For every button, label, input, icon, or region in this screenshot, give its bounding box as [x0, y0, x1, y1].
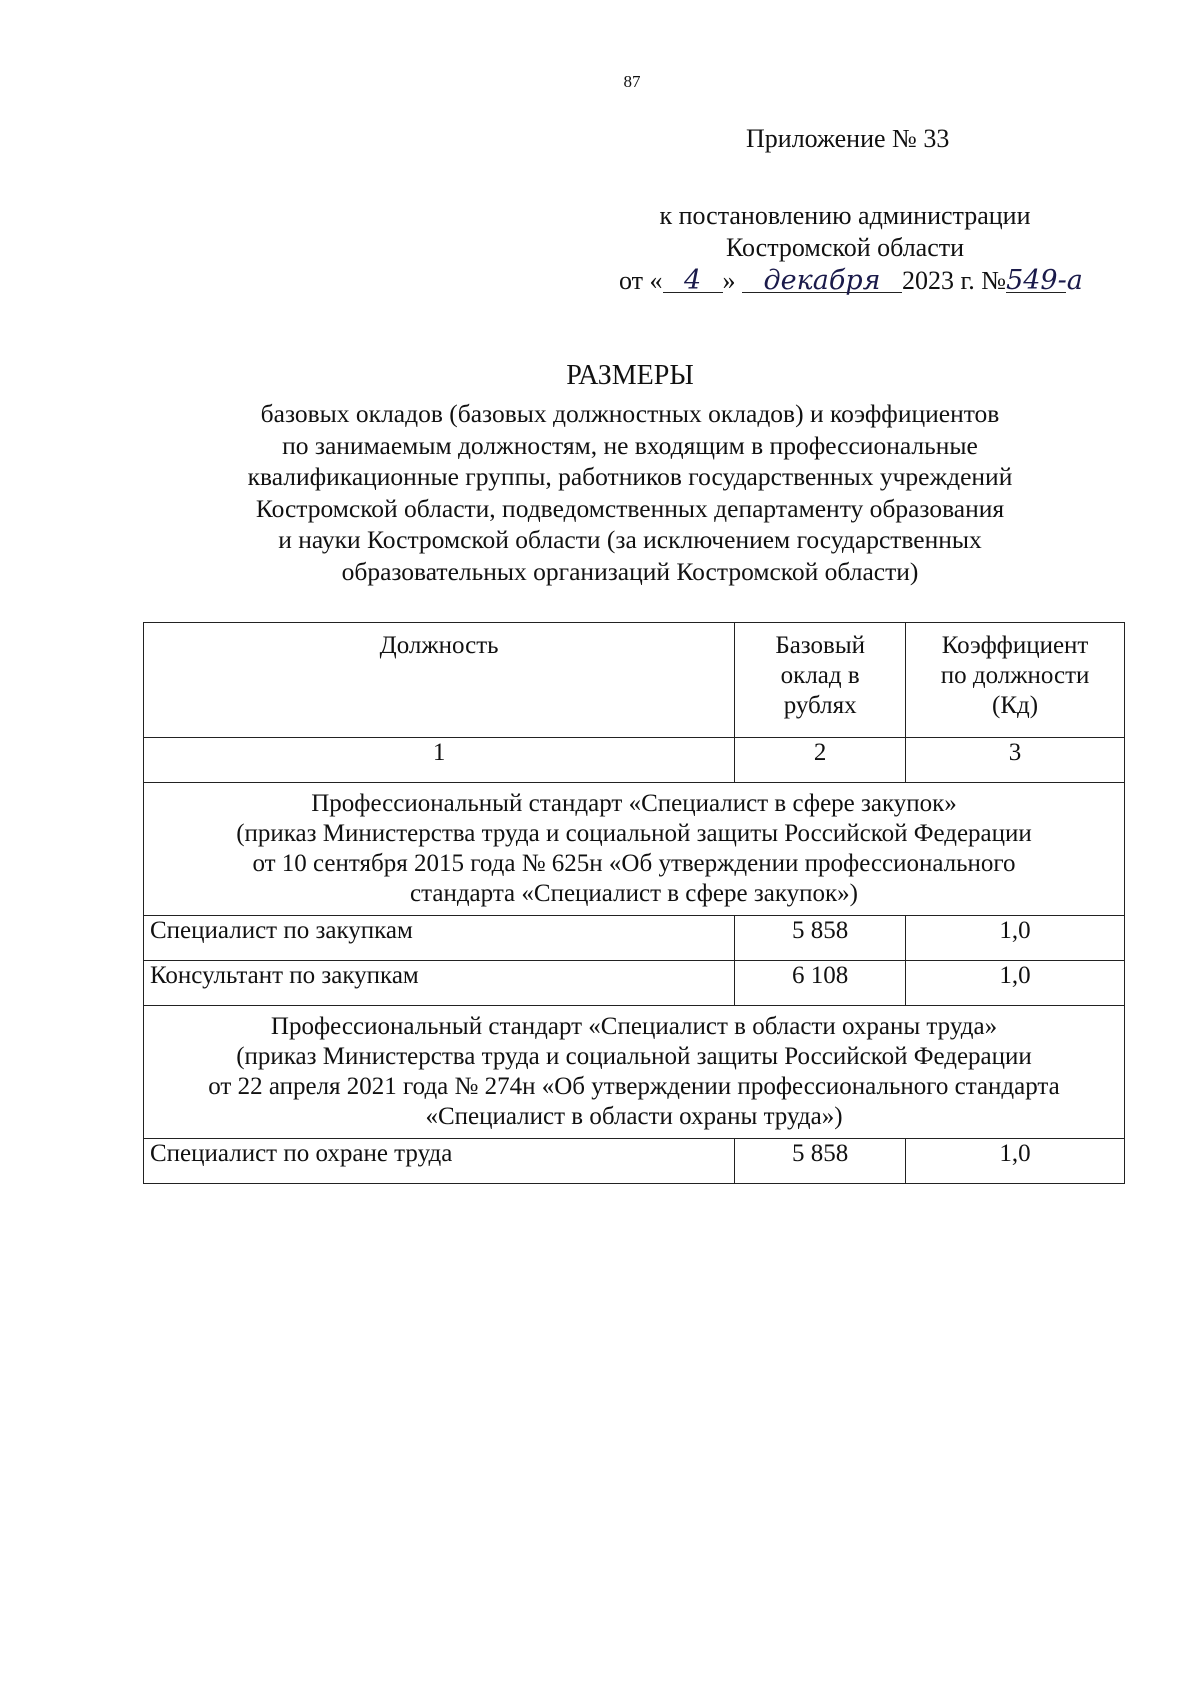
header-salary-text: оклад в [780, 662, 860, 689]
resolution-date-line [619, 265, 1083, 296]
section-row-procurement [144, 783, 1125, 916]
header-position [144, 623, 735, 738]
column-number: 2 [735, 738, 906, 783]
column-number: 3 [906, 738, 1125, 783]
table-header-row [144, 623, 1125, 738]
subtitle-line: и науки Костромской области (за исключением государственных [278, 525, 982, 555]
table-row [144, 916, 1125, 961]
document-subtitle [140, 398, 1120, 588]
section-title-line: от 22 апреля 2021 года № 274н «Об утверждении профессионального стандарта [208, 1073, 1060, 1100]
section-title-procurement [144, 783, 1125, 916]
coefficient-cell: 1,0 [906, 1139, 1125, 1184]
column-number: 1 [144, 738, 735, 783]
salary-cell: 6 108 [735, 961, 906, 1006]
header-coefficient-text: (Кд) [992, 692, 1039, 719]
header-coefficient-text: по должности [940, 662, 1090, 689]
date-year: 2023 г. № [902, 266, 1007, 295]
header-salary-text: рублях [783, 692, 857, 719]
date-mid: » [722, 266, 736, 295]
subtitle-line: по занимаемым должностям, не входящим в профессиональные [282, 430, 978, 460]
salary-cell: 5 858 [735, 916, 906, 961]
section-title-line: стандарта «Специалист в сфере закупок») [410, 880, 858, 907]
subtitle-line: образовательных организаций Костромской области) [341, 556, 919, 586]
appendix-label: Приложение № 33 [746, 124, 950, 153]
table-row [144, 961, 1125, 1006]
page-number: 87 [623, 72, 641, 91]
section-row-labor-safety [144, 1006, 1125, 1139]
coefficient-cell: 1,0 [906, 961, 1125, 1006]
position-cell: Специалист по охране труда [144, 1139, 735, 1184]
header-coefficient-text: Коэффициент [941, 632, 1089, 659]
subtitle-line: Костромской области, подведомственных департаменту образования [255, 493, 1005, 523]
subtitle-line: базовых окладов (базовых должностных окладов) и коэффициентов [260, 399, 1000, 428]
handwritten-day: 4 [663, 265, 723, 293]
resolution-line: Костромской области [725, 233, 965, 262]
header-position-text: Должность [379, 632, 499, 659]
header-salary [735, 623, 906, 738]
table-row [144, 1139, 1125, 1184]
position-cell: Консультант по закупкам [144, 961, 735, 1006]
header-salary-text: Базовый [775, 632, 866, 659]
section-title-labor-safety [144, 1006, 1125, 1139]
section-title-line: Профессиональный стандарт «Специалист в области охраны труда» [270, 1013, 998, 1040]
salary-cell: 5 858 [735, 1139, 906, 1184]
handwritten-month: декабря [742, 265, 902, 293]
section-title-line: Профессиональный стандарт «Специалист в сфере закупок» [311, 790, 957, 817]
position-cell: Специалист по закупкам [144, 916, 735, 961]
date-prefix: от « [619, 266, 663, 295]
subtitle-line: квалификационные группы, работников государственных учреждений [247, 462, 1013, 492]
header-coefficient [906, 623, 1125, 738]
section-title-line: (приказ Министерства труда и социальной защиты Российской Федерации [236, 1043, 1032, 1070]
salary-table [143, 622, 1125, 1184]
section-title-line: (приказ Министерства труда и социальной защиты Российской Федерации [236, 820, 1032, 847]
handwritten-number: 549-а [1006, 265, 1083, 296]
section-title-line: от 10 сентября 2015 года № 625н «Об утверждении профессионального [252, 850, 1016, 877]
column-number-row [144, 738, 1125, 783]
resolution-line: к постановлению администрации [659, 201, 1031, 230]
section-title-line: «Специалист в области охраны труда») [425, 1103, 843, 1130]
document-title: РАЗМЕРЫ [566, 360, 694, 391]
resolution-reference [640, 200, 1050, 264]
coefficient-cell: 1,0 [906, 916, 1125, 961]
